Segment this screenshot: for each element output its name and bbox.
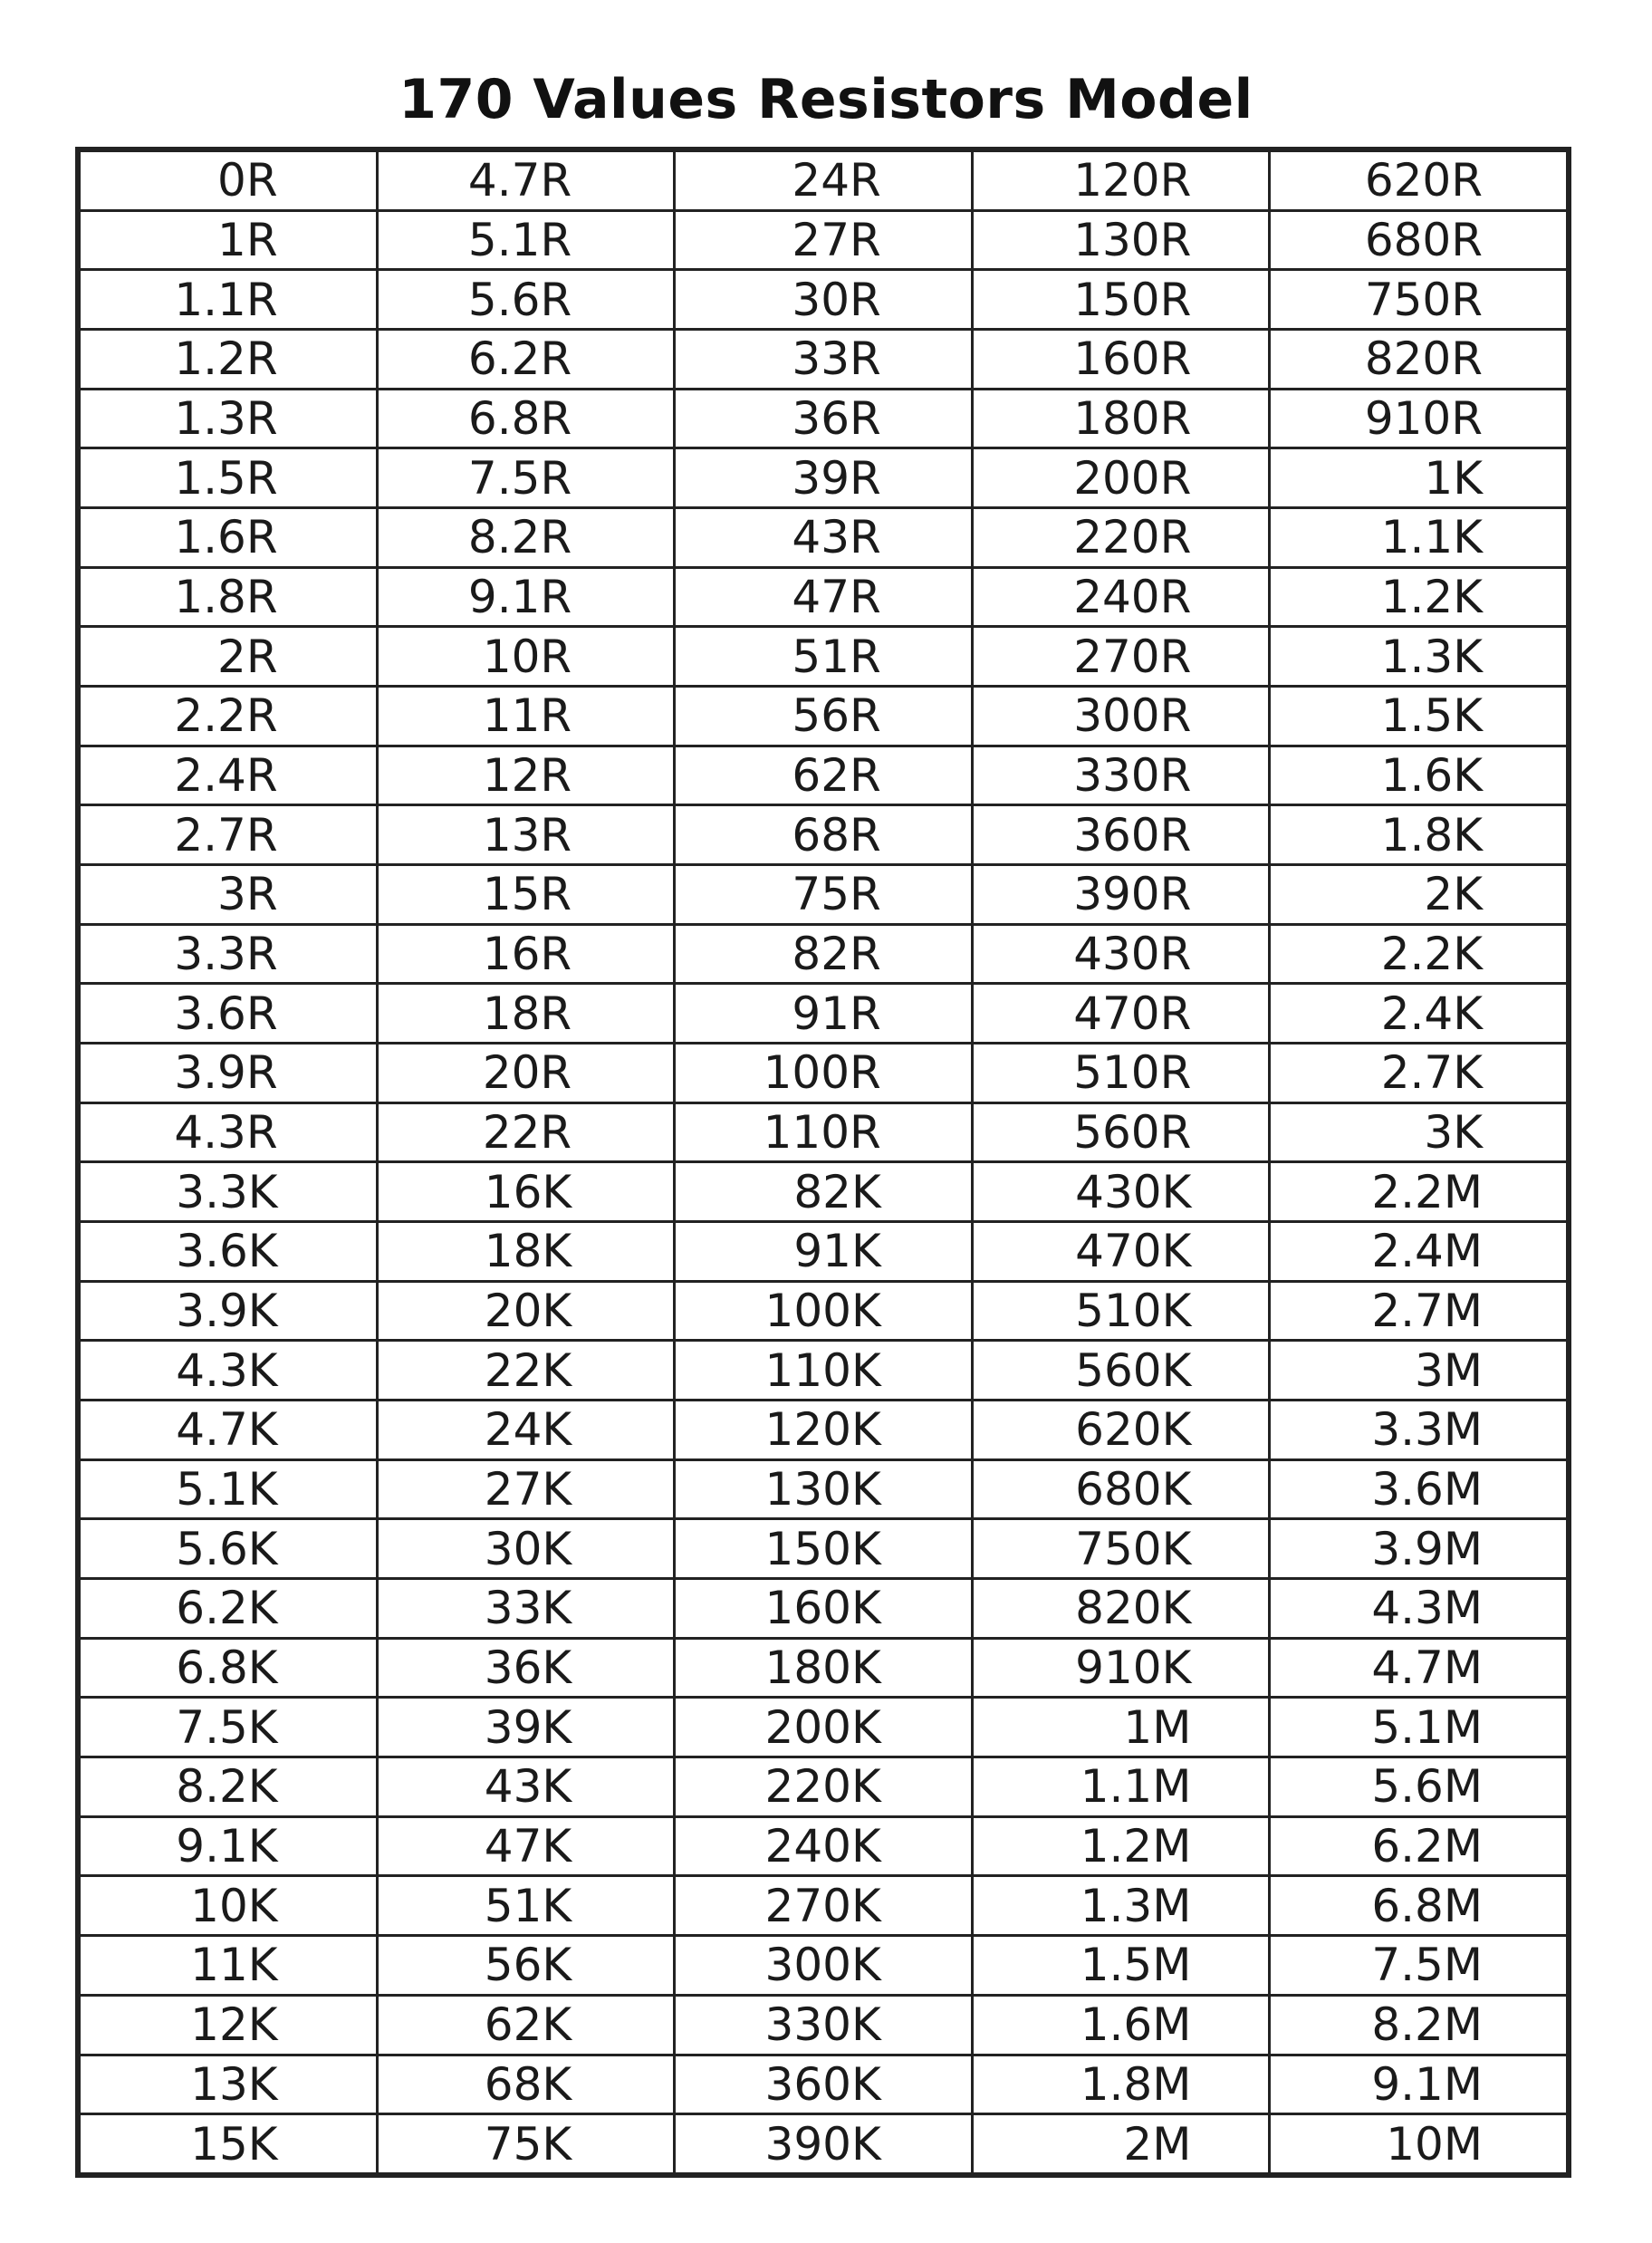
resistor-value-cell: 2.7K — [1270, 1044, 1568, 1103]
resistor-value-cell: 270R — [972, 627, 1270, 687]
resistor-value-cell: 820R — [1270, 330, 1568, 390]
resistor-value-cell: 430R — [972, 924, 1270, 984]
resistor-value-cell: 5.6M — [1270, 1757, 1568, 1817]
resistor-value-cell: 180K — [675, 1638, 973, 1698]
resistor-value-cell: 18K — [377, 1222, 675, 1282]
resistor-value-cell: 51R — [675, 627, 973, 687]
resistor-value-cell: 680K — [972, 1459, 1270, 1519]
resistor-value-cell: 1.8K — [1270, 805, 1568, 865]
resistor-value-cell: 18R — [377, 984, 675, 1044]
resistor-value-cell: 620R — [1270, 151, 1568, 211]
resistor-value-cell: 3.3M — [1270, 1401, 1568, 1460]
resistor-value-cell: 2.2R — [80, 687, 378, 746]
resistor-value-cell: 2R — [80, 627, 378, 687]
resistor-value-cell: 39R — [675, 448, 973, 508]
resistor-value-cell: 160R — [972, 330, 1270, 390]
resistor-value-cell: 10K — [80, 1876, 378, 1936]
resistor-value-cell: 3R — [80, 865, 378, 925]
resistor-value-cell: 110R — [675, 1102, 973, 1162]
resistor-value-cell: 820K — [972, 1579, 1270, 1639]
resistor-value-cell: 680R — [1270, 210, 1568, 270]
resistor-value-cell: 16R — [377, 924, 675, 984]
resistor-value-cell: 62R — [675, 746, 973, 805]
resistor-value-cell: 12R — [377, 746, 675, 805]
resistor-value-cell: 220K — [675, 1757, 973, 1817]
resistor-value-cell: 150K — [675, 1519, 973, 1579]
resistor-value-cell: 1.2K — [1270, 567, 1568, 627]
resistor-value-cell: 36K — [377, 1638, 675, 1698]
resistor-value-cell: 20K — [377, 1281, 675, 1341]
resistor-value-cell: 1.3M — [972, 1876, 1270, 1936]
resistor-value-cell: 1.6K — [1270, 746, 1568, 805]
resistor-value-cell: 510K — [972, 1281, 1270, 1341]
resistor-value-cell: 47K — [377, 1816, 675, 1876]
table-row — [80, 2114, 1568, 2174]
resistor-value-cell: 110K — [675, 1341, 973, 1401]
resistor-value-cell: 470R — [972, 984, 1270, 1044]
resistor-value-cell: 1.6M — [972, 1995, 1270, 2055]
table-row — [80, 567, 1568, 627]
resistor-value-cell: 6.8R — [377, 389, 675, 448]
resistor-value-cell: 33K — [377, 1579, 675, 1639]
resistor-value-cell: 130K — [675, 1459, 973, 1519]
table-row — [80, 1222, 1568, 1282]
table-row — [80, 508, 1568, 568]
table-row — [80, 1936, 1568, 1996]
resistor-value-cell: 240R — [972, 567, 1270, 627]
resistor-value-cell: 270K — [675, 1876, 973, 1936]
resistor-value-cell: 100K — [675, 1281, 973, 1341]
table-row — [80, 805, 1568, 865]
resistor-value-cell: 510R — [972, 1044, 1270, 1103]
resistor-value-cell: 91R — [675, 984, 973, 1044]
resistor-value-cell: 2.4K — [1270, 984, 1568, 1044]
resistor-value-cell: 360K — [675, 2055, 973, 2114]
resistor-value-cell: 360R — [972, 805, 1270, 865]
table-row — [80, 1698, 1568, 1757]
resistor-value-cell: 390R — [972, 865, 1270, 925]
resistor-value-cell: 1.3R — [80, 389, 378, 448]
resistor-value-cell: 75R — [675, 865, 973, 925]
resistor-value-cell: 470K — [972, 1222, 1270, 1282]
table-row — [80, 627, 1568, 687]
resistor-value-cell: 62K — [377, 1995, 675, 2055]
table-row — [80, 924, 1568, 984]
resistor-value-cell: 3K — [1270, 1102, 1568, 1162]
table-row — [80, 1341, 1568, 1401]
resistor-value-cell: 11K — [80, 1936, 378, 1996]
resistor-value-cell: 220R — [972, 508, 1270, 568]
table-row — [80, 865, 1568, 925]
resistor-value-cell: 30K — [377, 1519, 675, 1579]
resistor-value-cell: 330K — [675, 1995, 973, 2055]
resistor-value-cell: 51K — [377, 1876, 675, 1936]
table-row — [80, 330, 1568, 390]
resistor-value-cell: 75K — [377, 2114, 675, 2174]
table-row — [80, 1162, 1568, 1222]
resistor-value-cell: 1.5K — [1270, 687, 1568, 746]
resistor-value-cell: 16K — [377, 1162, 675, 1222]
resistor-value-cell: 13K — [80, 2055, 378, 2114]
resistor-value-cell: 1.2M — [972, 1816, 1270, 1876]
table-row — [80, 389, 1568, 448]
resistor-value-cell: 6.2K — [80, 1579, 378, 1639]
resistor-value-cell: 36R — [675, 389, 973, 448]
table-row — [80, 1519, 1568, 1579]
resistor-value-cell: 2K — [1270, 865, 1568, 925]
table-row — [80, 984, 1568, 1044]
resistor-value-cell: 8.2R — [377, 508, 675, 568]
resistor-value-cell: 82K — [675, 1162, 973, 1222]
resistor-value-cell: 4.3M — [1270, 1579, 1568, 1639]
resistor-value-cell: 180R — [972, 389, 1270, 448]
resistor-value-cell: 4.7K — [80, 1401, 378, 1460]
resistor-value-cell: 9.1K — [80, 1816, 378, 1876]
resistor-value-cell: 620K — [972, 1401, 1270, 1460]
table-row — [80, 2055, 1568, 2114]
resistor-value-cell: 560K — [972, 1341, 1270, 1401]
resistor-value-cell: 22R — [377, 1102, 675, 1162]
resistor-value-cell: 910K — [972, 1638, 1270, 1698]
resistor-value-cell: 8.2K — [80, 1757, 378, 1817]
resistor-value-cell: 430K — [972, 1162, 1270, 1222]
resistor-value-cell: 6.8K — [80, 1638, 378, 1698]
resistor-value-cell: 22K — [377, 1341, 675, 1401]
resistor-value-cell: 5.1R — [377, 210, 675, 270]
resistor-value-cell: 7.5M — [1270, 1936, 1568, 1996]
resistor-value-cell: 330R — [972, 746, 1270, 805]
resistor-value-cell: 24K — [377, 1401, 675, 1460]
table-row — [80, 687, 1568, 746]
resistor-value-cell: 8.2M — [1270, 1995, 1568, 2055]
resistor-value-cell: 30R — [675, 270, 973, 330]
resistor-value-cell: 910R — [1270, 389, 1568, 448]
resistor-value-cell: 68K — [377, 2055, 675, 2114]
resistor-value-cell: 82R — [675, 924, 973, 984]
resistor-value-cell: 10M — [1270, 2114, 1568, 2174]
resistor-value-cell: 200R — [972, 448, 1270, 508]
resistor-value-cell: 1K — [1270, 448, 1568, 508]
resistor-value-cell: 15K — [80, 2114, 378, 2174]
resistor-value-cell: 33R — [675, 330, 973, 390]
resistor-value-cell: 43R — [675, 508, 973, 568]
resistor-value-cell: 1.2R — [80, 330, 378, 390]
resistor-value-cell: 1.1R — [80, 270, 378, 330]
resistor-value-cell: 5.1K — [80, 1459, 378, 1519]
resistor-value-cell: 56R — [675, 687, 973, 746]
resistor-value-cell: 6.2M — [1270, 1816, 1568, 1876]
resistor-value-cell: 12K — [80, 1995, 378, 2055]
resistor-value-cell: 4.3K — [80, 1341, 378, 1401]
resistor-value-cell: 1.5R — [80, 448, 378, 508]
table-row — [80, 1459, 1568, 1519]
table-row — [80, 1044, 1568, 1103]
resistor-value-cell: 150R — [972, 270, 1270, 330]
resistor-value-cell: 20R — [377, 1044, 675, 1103]
table-row — [80, 210, 1568, 270]
resistor-value-cell: 120K — [675, 1401, 973, 1460]
resistor-value-cell: 9.1R — [377, 567, 675, 627]
resistor-value-cell: 13R — [377, 805, 675, 865]
resistor-value-cell: 3.9R — [80, 1044, 378, 1103]
resistor-value-cell: 11R — [377, 687, 675, 746]
resistor-value-cell: 5.6R — [377, 270, 675, 330]
resistor-value-cell: 2.4R — [80, 746, 378, 805]
table-row — [80, 1638, 1568, 1698]
resistor-value-cell: 300R — [972, 687, 1270, 746]
resistor-value-cell: 200K — [675, 1698, 973, 1757]
resistor-value-cell: 3.9K — [80, 1281, 378, 1341]
resistor-value-cell: 27K — [377, 1459, 675, 1519]
resistor-value-cell: 120R — [972, 151, 1270, 211]
resistor-value-cell: 2.7R — [80, 805, 378, 865]
resistor-value-cell: 2M — [972, 2114, 1270, 2174]
resistor-value-cell: 3.6R — [80, 984, 378, 1044]
resistor-value-cell: 10R — [377, 627, 675, 687]
resistor-value-cell: 240K — [675, 1816, 973, 1876]
resistor-value-cell: 27R — [675, 210, 973, 270]
table-row — [80, 1281, 1568, 1341]
resistor-value-cell: 1R — [80, 210, 378, 270]
resistor-value-cell: 130R — [972, 210, 1270, 270]
resistor-value-cell: 7.5K — [80, 1698, 378, 1757]
resistor-value-cell: 0R — [80, 151, 378, 211]
table-body — [80, 151, 1568, 2174]
table-row — [80, 1401, 1568, 1460]
resistor-value-cell: 1.1K — [1270, 508, 1568, 568]
resistor-value-cell: 3.6M — [1270, 1459, 1568, 1519]
resistor-value-cell: 1M — [972, 1698, 1270, 1757]
resistor-value-cell: 1.3K — [1270, 627, 1568, 687]
table-row — [80, 270, 1568, 330]
resistor-value-cell: 300K — [675, 1936, 973, 1996]
resistor-value-cell: 7.5R — [377, 448, 675, 508]
resistor-value-cell: 2.2K — [1270, 924, 1568, 984]
resistor-value-cell: 1.8R — [80, 567, 378, 627]
table-row — [80, 1757, 1568, 1817]
resistor-value-cell: 56K — [377, 1936, 675, 1996]
resistor-value-cell: 2.4M — [1270, 1222, 1568, 1282]
resistor-value-cell: 6.2R — [377, 330, 675, 390]
resistor-value-cell: 750K — [972, 1519, 1270, 1579]
table-row — [80, 746, 1568, 805]
table-row — [80, 151, 1568, 211]
resistor-value-cell: 1.1M — [972, 1757, 1270, 1817]
table-row — [80, 1102, 1568, 1162]
resistor-value-cell: 3.6K — [80, 1222, 378, 1282]
resistor-value-cell: 9.1M — [1270, 2055, 1568, 2114]
resistor-value-cell: 3M — [1270, 1341, 1568, 1401]
table-row — [80, 1579, 1568, 1639]
resistor-value-cell: 390K — [675, 2114, 973, 2174]
resistor-value-cell: 3.9M — [1270, 1519, 1568, 1579]
resistor-value-cell: 1.6R — [80, 508, 378, 568]
resistor-value-cell: 2.7M — [1270, 1281, 1568, 1341]
resistor-value-cell: 3.3K — [80, 1162, 378, 1222]
resistor-value-cell: 68R — [675, 805, 973, 865]
resistor-value-cell: 4.3R — [80, 1102, 378, 1162]
table-row — [80, 448, 1568, 508]
resistor-value-cell: 560R — [972, 1102, 1270, 1162]
resistor-value-cell: 4.7R — [377, 151, 675, 211]
resistor-value-cell: 2.2M — [1270, 1162, 1568, 1222]
resistor-value-cell: 91K — [675, 1222, 973, 1282]
table-row — [80, 1876, 1568, 1936]
resistor-value-cell: 4.7M — [1270, 1638, 1568, 1698]
page-title: 170 Values Resistors Model — [399, 68, 1253, 131]
resistor-value-cell: 39K — [377, 1698, 675, 1757]
table-row — [80, 1816, 1568, 1876]
resistor-value-cell: 15R — [377, 865, 675, 925]
resistor-value-cell: 1.5M — [972, 1936, 1270, 1996]
resistor-value-cell: 160K — [675, 1579, 973, 1639]
resistor-table — [78, 149, 1569, 2175]
resistor-value-cell: 1.8M — [972, 2055, 1270, 2114]
resistor-value-cell: 100R — [675, 1044, 973, 1103]
resistor-value-cell: 5.6K — [80, 1519, 378, 1579]
table-row — [80, 1995, 1568, 2055]
resistor-values-table — [75, 147, 1571, 2178]
resistor-value-cell: 750R — [1270, 270, 1568, 330]
resistor-value-cell: 24R — [675, 151, 973, 211]
resistor-value-cell: 47R — [675, 567, 973, 627]
resistor-value-cell: 6.8M — [1270, 1876, 1568, 1936]
resistor-value-cell: 43K — [377, 1757, 675, 1817]
resistor-value-cell: 3.3R — [80, 924, 378, 984]
resistor-value-cell: 5.1M — [1270, 1698, 1568, 1757]
